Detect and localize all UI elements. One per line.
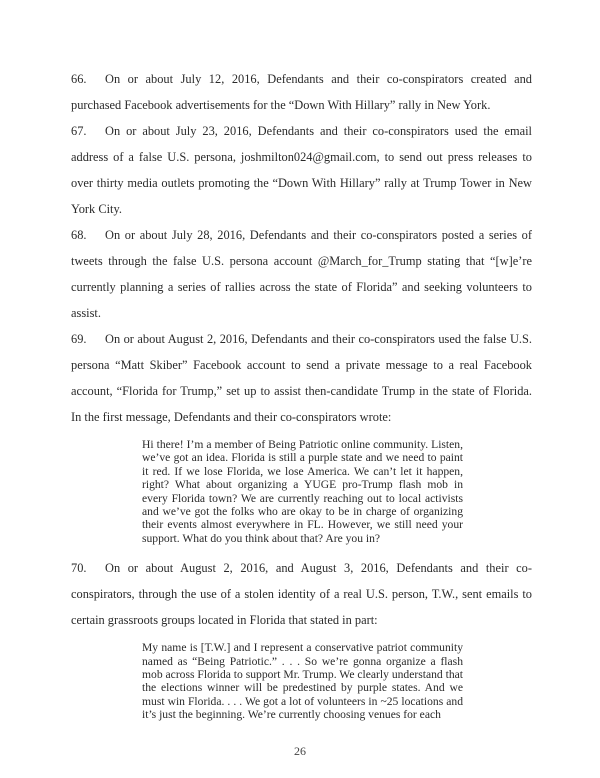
paragraph-68 — [71, 222, 532, 326]
paragraph-text: On or about July 28, 2016, Defendants and their co-conspirators posted a series of tweets through the false U.S. persona account @March_for_Trump stating that “[w]e’re currently planning a series of rallies across the state of Florida” and seeking volunteers to assist. — [71, 228, 532, 320]
paragraph-number: 69. — [71, 332, 87, 346]
paragraph-70 — [71, 555, 532, 633]
block-quote-email: My name is [T.W.] and I represent a conservative patriot community named as “Being Patriotic.” . . . So we’re gonna organize a flash mob across Florida to support Mr. Trump. We clearly understand that the elections winner will be predestined by purple states. And we must win Florida. . . . We got a lot of volunteers in ~25 locations and it’s just the beginning. We’re currently choosing venues for each — [142, 641, 463, 722]
paragraph-69 — [71, 326, 532, 430]
paragraph-text: On or about August 2, 2016, Defendants and their co-conspirators used the false U.S. persona “Matt Skiber” Facebook account to send a private message to a real Facebook account, “Florida for Trump,” set up to assist then-candidate Trump in the state of Florida. In the first message, Defendants and their co-conspirators wrote: — [71, 332, 532, 424]
paragraph-number: 66. — [71, 72, 87, 86]
paragraph-number: 67. — [71, 124, 87, 138]
paragraph-66 — [71, 66, 532, 118]
page-number: 26 — [294, 743, 306, 758]
paragraph-text: On or about July 23, 2016, Defendants and their co-conspirators used the email address of a false U.S. persona, joshmilton024@gmail.com, to send out press releases to over thirty media outlets promoting the “Down With Hillary” rally at Trump Tower in New York City. — [71, 124, 532, 216]
paragraph-67 — [71, 118, 532, 222]
paragraph-number: 70. — [71, 561, 87, 576]
paragraph-text: On or about July 12, 2016, Defendants and their co-conspirators created and purchased Facebook advertisements for the “Down With Hillary” rally in New York. — [71, 72, 532, 112]
paragraph-text: On or about August 2, 2016, and August 3, 2016, Defendants and their co-conspirators, through the use of a stolen identity of a real U.S. person, T.W., sent emails to certain grassroots groups located in Florida that stated in part: — [71, 561, 532, 628]
paragraph-number: 68. — [71, 228, 87, 242]
block-quote-facebook-message: Hi there! I’m a member of Being Patriotic online community. Listen, we’ve got an idea. Florida is still a purple state and we need to paint it red. If we lose Florida, we lose America. We can’t let it happen, right? What about organizing a YUGE pro-Trump flash mob in every Florida town? We are currently reaching out to local activists and we’ve got the folks who are okay to be in charge of organizing their events almost everywhere in FL. However, we still need your support. What do you think about that? Are you in? — [142, 438, 463, 545]
